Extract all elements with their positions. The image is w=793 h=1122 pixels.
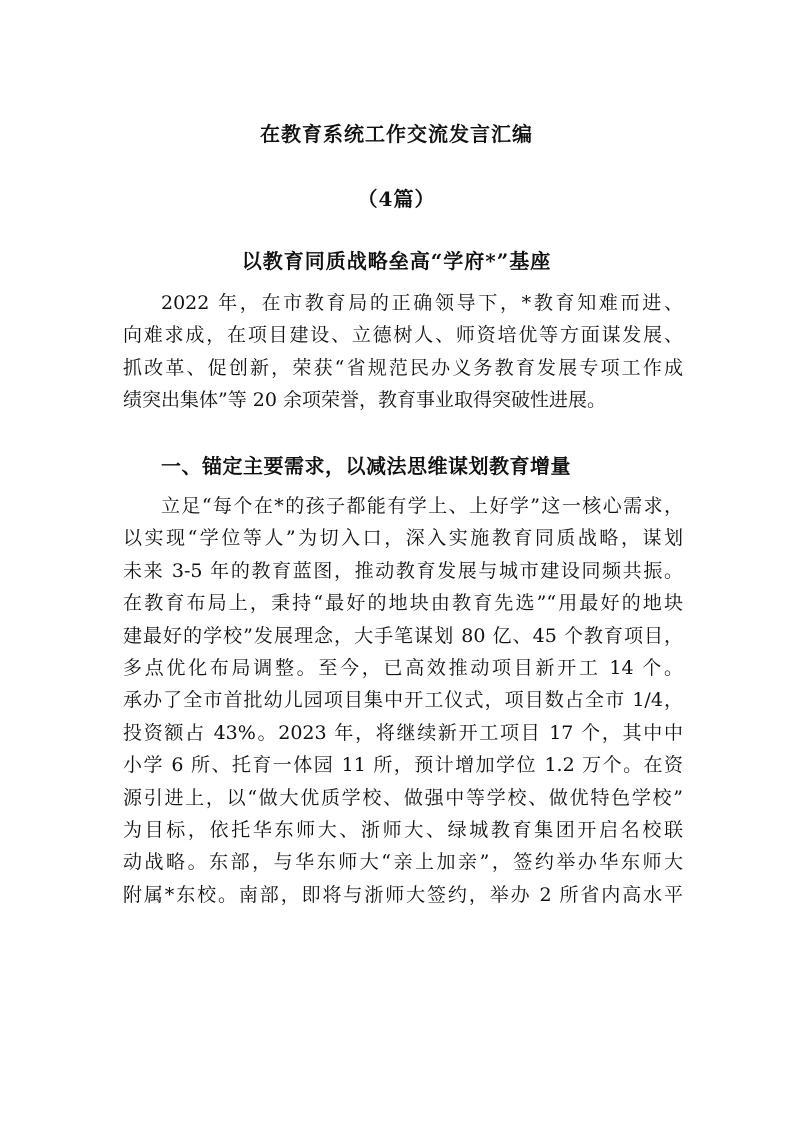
section-heading: 一、锚定主要需求，以减法思维谋划教育增量 xyxy=(161,454,571,478)
paragraph-line: 多点优化布局调整。至今，已高效推动项目新开工 14 个。 xyxy=(123,656,683,679)
paragraph-line: 附属*东校。南部，即将与浙师大签约，举办 2 所省内高水平 xyxy=(123,883,683,906)
article-title: 以教育同质战略垒高“学府*”基座 xyxy=(241,249,552,273)
paragraph-line: 源引进上，以“做大优质学校、做强中等学校、做优特色学校” xyxy=(123,786,683,809)
paragraph-line: 未来 3-5 年的教育蓝图，推动教育发展与城市建设同频共振。 xyxy=(123,559,683,582)
section-paragraph xyxy=(123,490,683,911)
document-subtitle: （4篇） xyxy=(357,187,436,211)
intro-paragraph xyxy=(123,287,683,417)
document-title: 在教育系统工作交流发言汇编 xyxy=(260,122,533,146)
paragraph-line: 小学 6 所、托育一体园 11 所，预计增加学位 1.2 万个。在资 xyxy=(123,754,683,777)
paragraph-line: 绩突出集体”等 20 余项荣誉，教育事业取得突破性进展。 xyxy=(123,389,606,412)
paragraph-line: 向难求成，在项目建设、立德树人、师资培优等方面谋发展、 xyxy=(123,324,683,347)
paragraph-line: 在教育布局上，秉持“最好的地块由教育先选”“用最好的地块 xyxy=(123,592,683,615)
paragraph-line: 以实现“学位等人”为切入口，深入实施教育同质战略，谋划 xyxy=(123,527,683,550)
paragraph-line: 2022 年，在市教育局的正确领导下，*教育知难而进、 xyxy=(161,292,683,314)
paragraph-line: 动战略。东部，与华东师大“亲上加亲”，签约举办华东师大 xyxy=(123,851,683,874)
paragraph-line: 承办了全市首批幼儿园项目集中开工仪式，项目数占全市 1/4， xyxy=(123,689,683,712)
paragraph-line: 为目标，依托华东师大、浙师大、绿城教育集团开启名校联 xyxy=(123,818,683,841)
paragraph-line: 立足“每个在*的孩子都能有学上、上好学”这一核心需求， xyxy=(161,495,683,517)
paragraph-line: 建最好的学校”发展理念，大手笔谋划 80 亿、45 个教育项目， xyxy=(123,624,683,647)
paragraph-line: 投资额占 43%。2023 年，将继续新开工项目 17 个，其中中 xyxy=(123,721,683,744)
paragraph-line: 抓改革、促创新，荣获“省规范民办义务教育发展专项工作成 xyxy=(123,356,683,379)
